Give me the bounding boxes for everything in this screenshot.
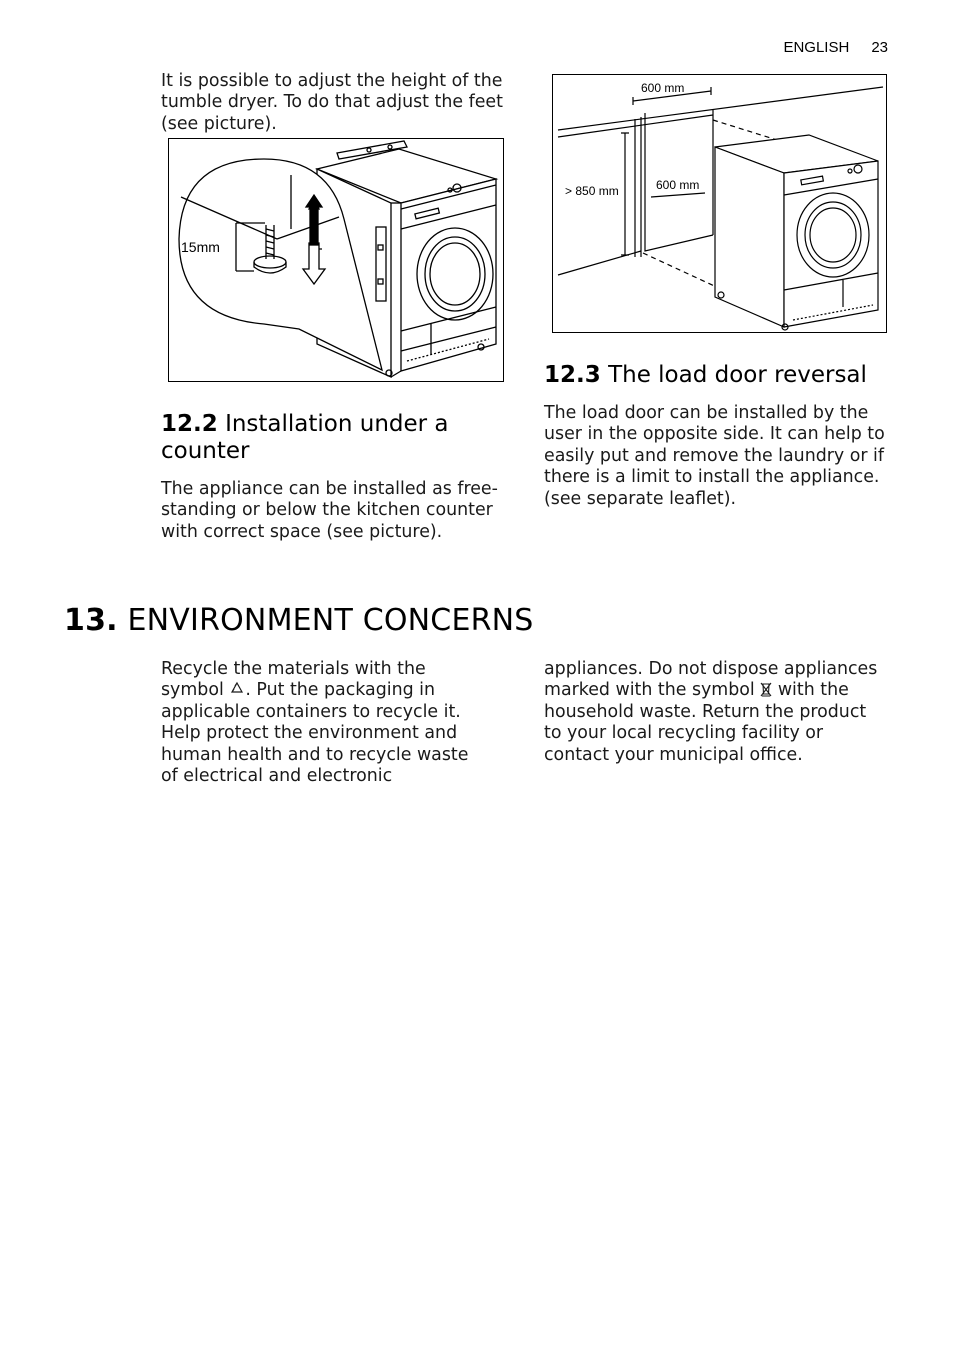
page-number: 23 (871, 39, 888, 56)
section-13-heading (64, 604, 764, 638)
section-12-2-heading (161, 411, 491, 465)
recycle-icon (229, 681, 245, 697)
section-13-title: ENVIRONMENT CONCERNS (127, 603, 534, 638)
intro-text: It is possible to adjust the height of the tumble dryer. To do that adjust the feet (see picture). (161, 71, 503, 134)
section-12-3-body: The load door can be installed by the user in the opposite side. It can help to easily put and remove the laundry or if there is a limit to install the appliance. (see separate leaflet). (544, 403, 885, 509)
section-12-2-body: The appliance can be installed as free-standing or below the kitchen counter with correct space (see picture). (161, 479, 498, 542)
feet-adjustment-figure (168, 138, 504, 382)
label-15mm: 15mm (181, 239, 220, 255)
section-12-3-heading (544, 362, 904, 389)
section-13-right-part2: with the household waste. Return the product to your local recycling facility or contact your municipal office. (544, 680, 867, 765)
section-12-3-number: 12.3 (544, 362, 601, 388)
section-12-2-title: Installation under a counter (161, 411, 449, 464)
section-12-2-number: 12.2 (161, 411, 218, 437)
section-13-left-part2: . Put the packaging in applicable containers to recycle it. Help protect the environment and human health and to recycle waste of electrical and electronic (161, 680, 469, 787)
header-language: ENGLISH (783, 39, 850, 56)
section-13-right-part1: appliances. Do not dispose appliances marked with the symbol (544, 659, 878, 701)
section-12-3-title: The load door reversal (608, 362, 867, 388)
label-top-width: 600 mm (641, 81, 685, 95)
label-inner-width: 600 mm (656, 178, 700, 192)
section-13-left-part1: Recycle the materials with the symbol (161, 659, 426, 701)
label-height: > 850 mm (565, 184, 619, 198)
page-header (783, 39, 888, 56)
section-13-right-text (544, 659, 889, 766)
section-13-left-text (161, 659, 481, 787)
section-13-number: 13. (64, 603, 118, 638)
counter-installation-figure (552, 74, 887, 333)
crossed-bin-icon (760, 681, 772, 697)
